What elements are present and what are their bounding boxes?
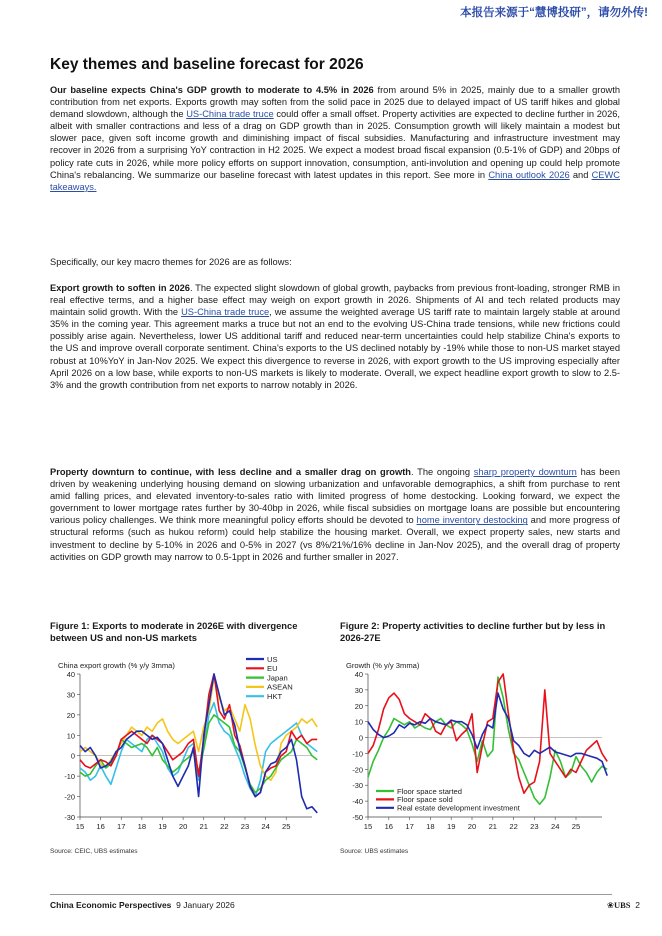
y-tick-label: 30 <box>66 690 75 700</box>
ubs-logo: UBS <box>613 900 631 910</box>
legend-label: ASEAN <box>267 682 293 692</box>
x-tick-label: 19 <box>446 822 456 831</box>
y-tick-label: -10 <box>352 749 363 759</box>
series-line-floor-space-started <box>368 677 607 804</box>
legend-label: US <box>267 654 278 664</box>
y-tick-label: 10 <box>354 717 363 727</box>
legend-label: HKT <box>267 692 283 701</box>
series-line-floor-space-sold <box>368 674 607 793</box>
x-tick-label: 18 <box>426 822 435 831</box>
y-tick-label: -20 <box>64 792 75 802</box>
paragraph-property <box>50 466 620 563</box>
footer-publication <box>50 900 235 910</box>
paragraph-text: from around 5% in 2025, mainly due to a smaller growth contribution from net exports. Exports growth may soften from the solid pace in 2025 due to delayed impact of US tariff hikes and global demand slowdown, although the <box>50 85 620 120</box>
legend-label: Japan <box>267 673 288 683</box>
paragraph-intro: Specifically, our key macro themes for 2026 are as follows: <box>50 257 292 267</box>
x-tick-label: 15 <box>75 822 85 831</box>
x-tick-label: 22 <box>509 822 518 831</box>
y-tick-label: 0 <box>358 733 363 743</box>
x-tick-label: 20 <box>467 822 477 831</box>
x-tick-label: 18 <box>137 822 147 831</box>
paragraph-text: and <box>569 169 592 180</box>
figure-1-chart <box>50 650 330 840</box>
link-us-china-trade-truce-2[interactable]: US-China trade truce <box>181 307 270 318</box>
page-number: 2 <box>635 900 640 910</box>
publication-date: 9 January 2026 <box>176 900 235 910</box>
footer-brand <box>607 900 640 911</box>
paragraph-lead: Property downturn to continue, with less decline and a smaller drag on growth <box>50 467 411 477</box>
paragraph-lead: Our baseline expects China's GDP growth to moderate to 4.5% in 2026 <box>50 85 374 95</box>
paragraph-text: , we assume the weighted average US tariff rate to maintain largely stable at around 35% in the coming year. This agreement marks a truce but not an end to the evolving US-China trade tensions, while new frictions could possibly arise again. Nevertheless, lower US additional tariff and reduced near-term uncertainties could help stabilize China's exports to the US and improve overall corporate sentiment. China's exports to the US declined notably by -19% while those to non-US market stayed robust at 10%YoY in Jan-Nov 2025. We expect this divergence to reverse in 2026, with export growth to the US improving especially after April 2026 on a low base, while exports to non-US markets is likely to moderate. Overall, we expect headline export growth to slow to 2.5-3% and the growth contribution from net exports to narrow notably in 2026. <box>50 307 621 390</box>
x-tick-label: 21 <box>199 822 208 831</box>
chart-title: Growth (% y/y 3mma) <box>346 661 420 670</box>
y-tick-label: 40 <box>354 670 363 679</box>
x-tick-label: 16 <box>384 822 394 831</box>
series-line-real-estate-development-investment <box>368 693 607 776</box>
link-sharp-property-downturn[interactable]: sharp property downturn <box>473 467 577 477</box>
link-us-china-trade-truce[interactable]: US-China trade truce <box>186 109 274 120</box>
x-tick-label: 17 <box>405 822 414 831</box>
y-tick-label: -30 <box>352 781 363 791</box>
y-tick-label: 20 <box>66 710 75 720</box>
x-tick-label: 23 <box>530 822 539 831</box>
paragraph-text: . The ongoing <box>411 467 474 477</box>
y-tick-label: -40 <box>352 797 363 807</box>
y-tick-label: 0 <box>70 751 75 761</box>
watermark: 本报告来源于“慧博投研”，请勿外传! <box>460 7 648 19</box>
ubs-keys-icon: ❀ <box>606 900 614 910</box>
paragraph-lead: Export growth to soften in 2026 <box>50 283 190 293</box>
x-tick-label: 21 <box>488 822 498 831</box>
legend-label: EU <box>267 664 278 674</box>
paragraph-baseline <box>50 84 620 193</box>
x-tick-label: 23 <box>240 822 250 831</box>
y-tick-label: -10 <box>64 772 75 782</box>
figure-1-caption: Figure 1: Exports to moderate in 2026E with divergence between US and non-US markets <box>50 620 298 643</box>
figure-2-source: Source: UBS estimates <box>340 848 409 855</box>
link-china-outlook-2026[interactable]: China outlook 2026 <box>488 169 570 180</box>
footer-divider <box>50 894 612 895</box>
y-tick-label: 20 <box>354 701 363 711</box>
x-tick-label: 25 <box>571 822 581 831</box>
x-tick-label: 24 <box>550 822 560 831</box>
paragraph-exports <box>50 282 620 391</box>
link-home-inventory-destocking[interactable]: home inventory destocking <box>416 515 528 526</box>
publication-name: China Economic Perspectives <box>50 900 172 910</box>
paragraph-text: . The expected slight slowdown of global growth, paybacks from previous front-loading, stronger RMB in real effective terms, and a higher base effect may weigh on export growth in 2026. Shipments of AI and tech related products may maintain solid growth. With the <box>50 283 620 318</box>
paragraph-text: could offer a small offset. Property activities are expected to decline further in 2026, albeit with smaller contractions and less of a drag on GDP growth than in 2025. Consumption growth will likely maintain a modest but slower pace, given soft income growth and diminishing impact of fiscal subsidies. Manufacturing and infrastructure investment may recover in 2026 from a surprising YoY contraction in H2 2025. We expect a modest broad fiscal expansion (0.5-1% of GDP) and 20bps of policy rate cuts in 2026, while more policy efforts on support innovation, consumption, anti-involution and opening up could help promote China's rebalancing. We summarize our baseline forecast with latest updates in this report. See more in <box>50 109 620 180</box>
figure-1-source: Source: CEIC, UBS estimates <box>50 848 138 855</box>
x-tick-label: 15 <box>363 822 373 831</box>
paragraph-text: and more progress of structural reforms (such as hukou reform) could help stabilize the housing market. Overall, we expect property sales, new starts and investment to decline by 5-10% in 2026 and 0-5% in 2027 (vs 8%/21%/16% decline in Jan-Nov 2025), and the overall drag of property activities on GDP growth may narrow to 0.5-1ppt in 2026 and further smaller in 2027. <box>50 515 620 562</box>
x-tick-label: 24 <box>261 822 270 831</box>
x-tick-label: 19 <box>158 822 167 831</box>
y-tick-label: -50 <box>352 813 363 822</box>
y-tick-label: 40 <box>66 670 75 679</box>
link-cewc-takeaways[interactable]: CEWC takeaways. <box>50 169 620 192</box>
x-tick-label: 20 <box>178 822 188 831</box>
y-tick-label: 10 <box>66 731 75 741</box>
paragraph-text: has been driven by weakening underlying housing demand on slowing urbanization and unfavorable demographics, a shift from purchase to rent amid falling prices, and elevated inventory-to-sales ratio with limited progress of home destocking. Looking forward, we expect the government to lower mortgage rates further by 30-40bp in 2026, while fiscal subsidies on mortgage loans are possible but encountering various policy challenges. We think more meaningful policy efforts should be devoted to <box>50 467 620 526</box>
chart-title: China export growth (% y/y 3mma) <box>58 661 175 670</box>
figure-2-chart <box>340 650 620 840</box>
x-tick-label: 22 <box>220 822 229 831</box>
legend-label: Floor space started <box>397 786 462 796</box>
y-tick-label: -30 <box>64 813 75 822</box>
legend-label: Floor space sold <box>397 795 453 805</box>
x-tick-label: 17 <box>117 822 126 831</box>
figure-2-caption: Figure 2: Property activities to decline further but by less in 2026-27E <box>340 620 606 643</box>
page-title: Key themes and baseline forecast for 2026 <box>50 56 364 73</box>
x-tick-label: 25 <box>281 822 291 831</box>
y-tick-label: 30 <box>354 685 363 695</box>
y-tick-label: -20 <box>352 765 363 775</box>
legend-label: Real estate development investment <box>397 803 520 813</box>
x-tick-label: 16 <box>96 822 105 831</box>
